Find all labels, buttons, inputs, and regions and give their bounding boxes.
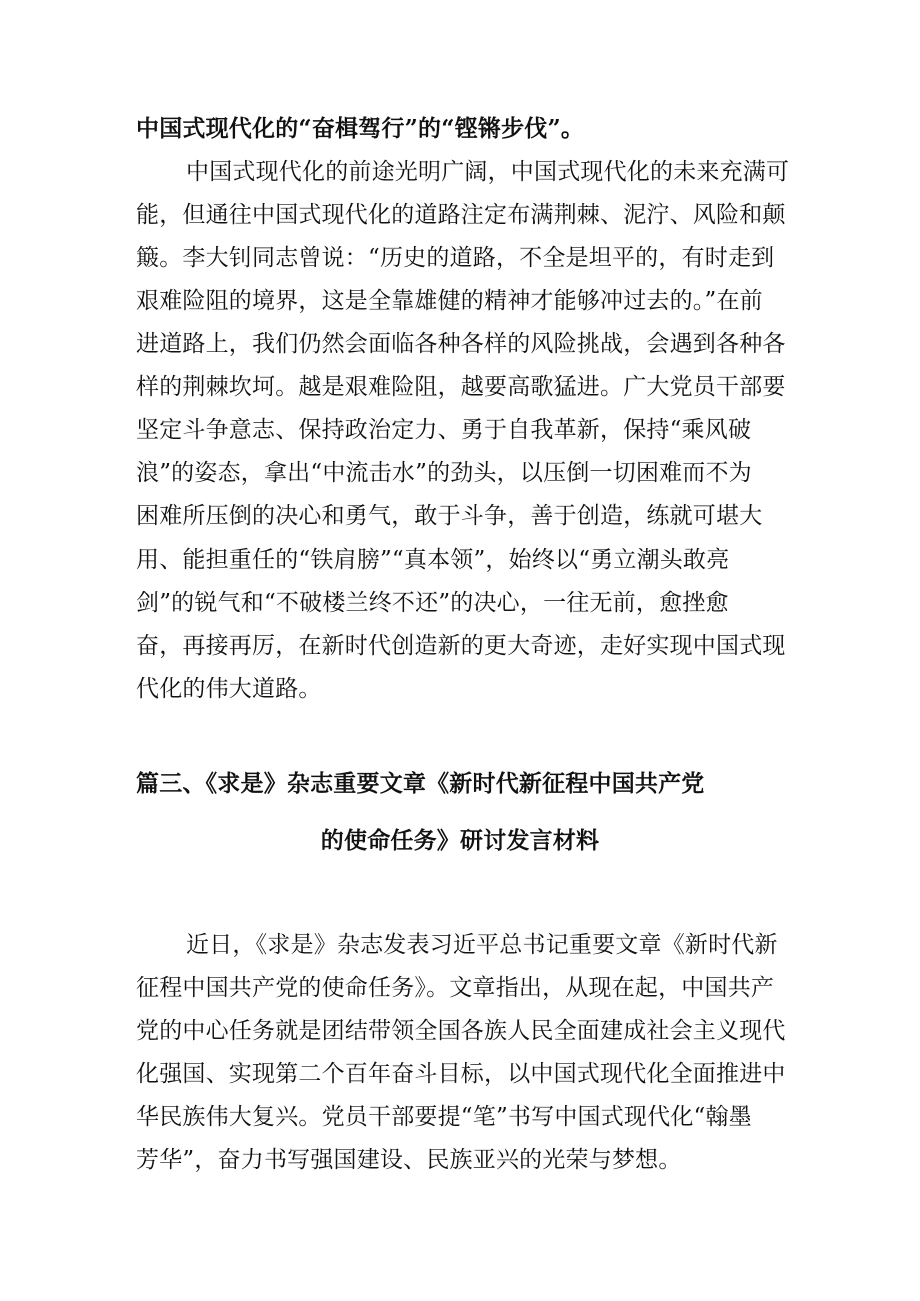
paragraph-line: 簸。李大钊同志曾说：“历史的道路，不全是坦平的，有时走到: [136, 245, 775, 271]
paragraph-line: 艰难险阻的境界，这是全靠雄健的精神才能够冲过去的。”在前: [136, 288, 763, 314]
paragraph-line: 中国式现代化的前途光明广阔，中国式现代化的未来充满可: [186, 159, 790, 185]
paragraph-line: 用、能担重任的“铁肩膀”“真本领”，始终以“勇立潮头敢亮: [136, 547, 730, 573]
paragraph-line: 能，但通往中国式现代化的道路注定布满荆棘、泥泞、风险和颠: [136, 202, 786, 228]
paragraph-line: 坚定斗争意志、保持政治定力、勇于自我革新，保持“乘风破: [136, 417, 752, 443]
section-title-line-2: 的使命任务》研讨发言材料: [320, 827, 600, 854]
paragraph-line: 代化的伟大道路。: [136, 676, 322, 702]
paragraph-line: 近日，《求是》杂志发表习近平总书记重要文章《新时代新: [186, 932, 778, 958]
paragraph-line: 征程中国共产党的使命任务》。文章指出，从现在起，中国共产: [136, 975, 775, 1001]
paragraph-line: 进道路上，我们仍然会面临各种各样的风险挑战，会遇到各种各: [136, 331, 786, 357]
paragraph-line: 样的荆棘坎坷。越是艰难险阻，越要高歌猛进。广大党员干部要: [136, 374, 786, 400]
paragraph-line: 党的中心任务就是团结带领全国各族人民全面建成社会主义现代: [136, 1018, 786, 1044]
paragraph-line: 剑”的锐气和“不破楼兰终不还”的决心，一往无前，愈挫愈: [136, 590, 729, 616]
paragraph-line: 困难所压倒的决心和勇气，敢于斗争，善于创造，练就可堪大: [136, 503, 763, 529]
section-title-line-1: 篇三、《求是》杂志重要文章《新时代新征程中国共产党: [136, 770, 705, 797]
paragraph-line: 化强国、实现第二个百年奋斗目标，以中国式现代化全面推进中: [136, 1061, 786, 1087]
paragraph-line: 华民族伟大复兴。党员干部要提“笔”书写中国式现代化“翰墨: [136, 1104, 752, 1130]
paragraph-line: 浪”的姿态，拿出“中流击水”的劲头，以压倒一切困难而不为: [136, 460, 752, 486]
paragraph-line: 芳华”，奋力书写强国建设、民族亚兴的光荣与梦想。: [136, 1147, 682, 1173]
section-heading-end: 中国式现代化的“奋楫驾行”的“铿锵步伐”。: [136, 115, 585, 142]
paragraph-line: 奋，再接再厉，在新时代创造新的更大奇迹，走好实现中国式现: [136, 633, 786, 659]
